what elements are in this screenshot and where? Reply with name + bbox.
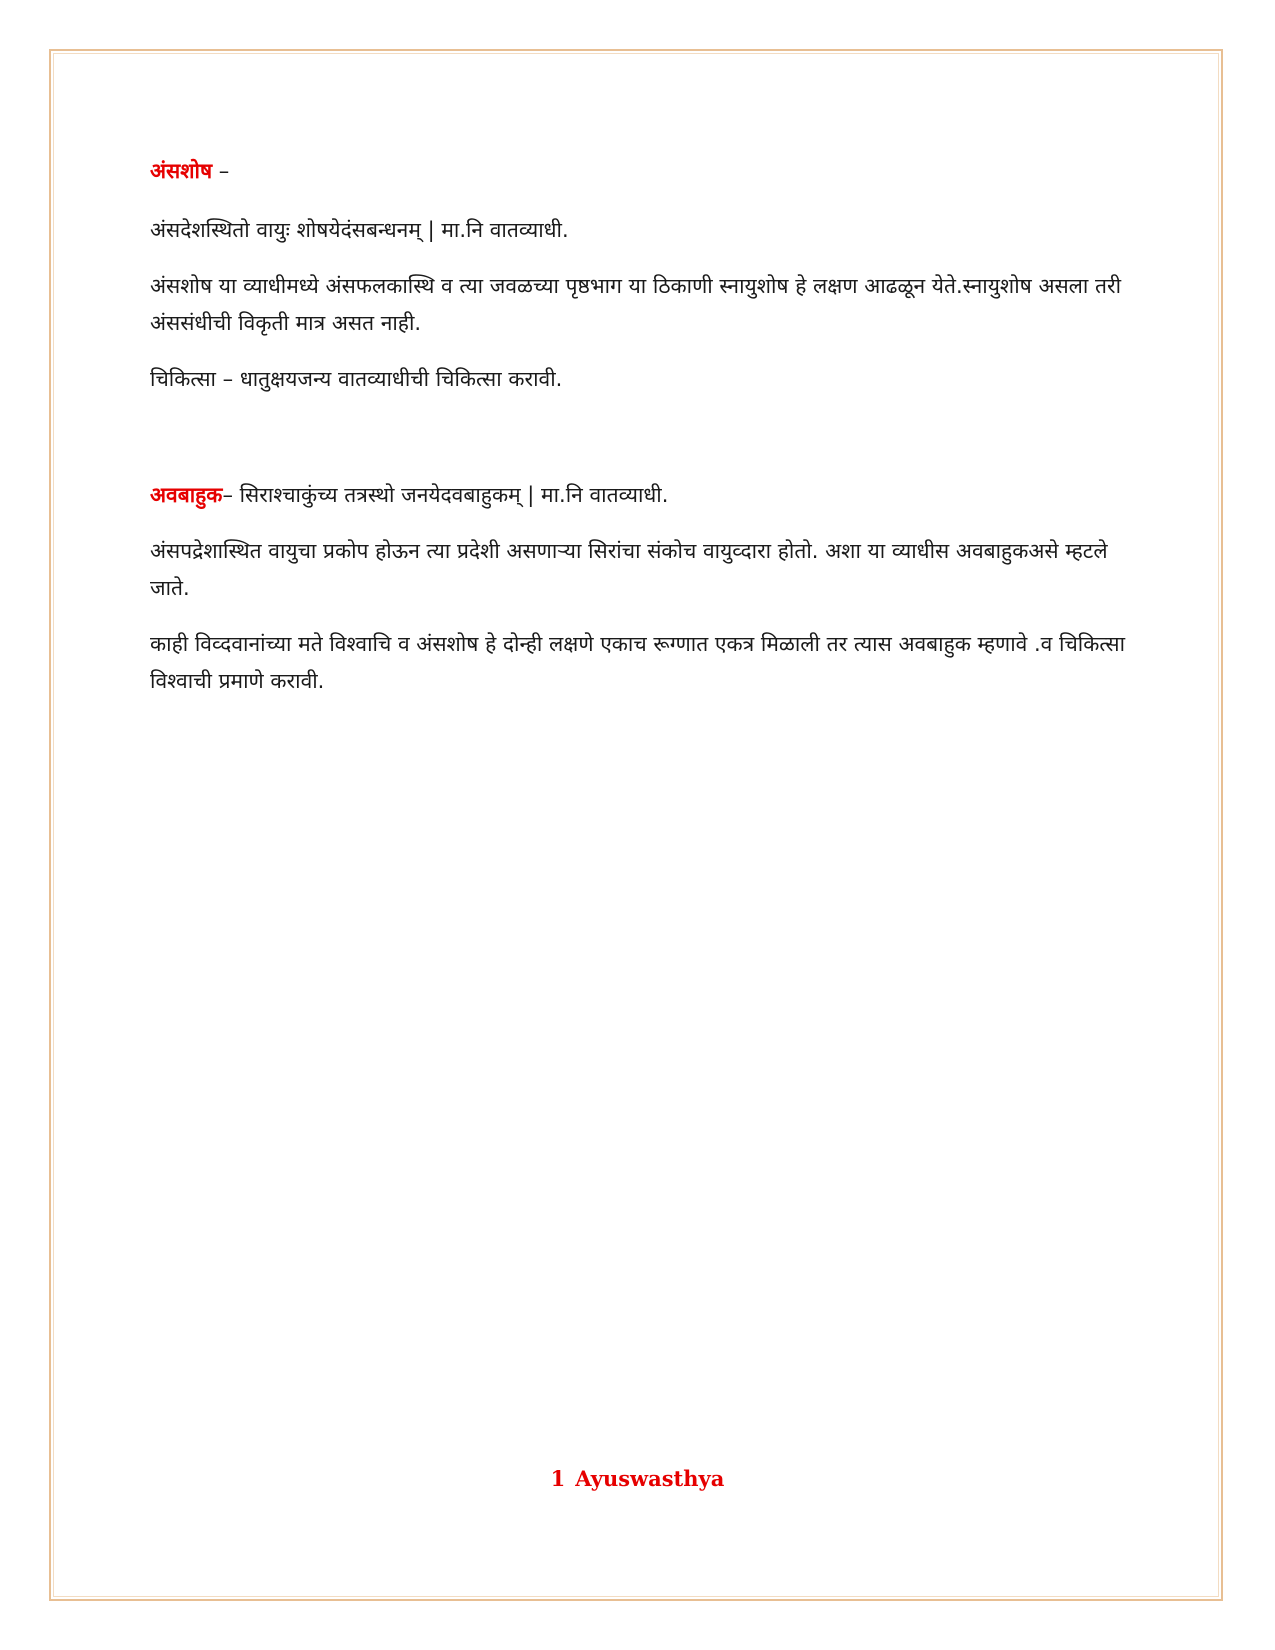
description-avabahuka: अंसपद्रेशास्थित वायुचा प्रकोप होऊन त्या प्रदेशी असणाऱ्या सिरांचा संकोच वायुव्दारा होतो. अशा या व्याधीस अवबाहुकअसे म्हटले जाते. xyxy=(150,539,1108,600)
heading-avabahuka: अवबाहुक xyxy=(150,483,223,507)
heading-dash: – xyxy=(212,159,230,183)
section-amsashosha xyxy=(150,155,1140,398)
description-amsashosha: अंसशोष या व्याधीमध्ये अंसफलकास्थि व त्या जवळच्या पृष्ठभाग या ठिकाणी स्नायुशोष हे लक्षण आढळून येते.स्नायुशोष असला तरी अंससंधीची विकृती मात्र असत नाही. xyxy=(150,274,1122,335)
document-body xyxy=(150,155,1140,700)
section-heading xyxy=(150,155,1140,187)
page-footer xyxy=(0,1466,1275,1491)
section-heading-verse xyxy=(150,477,1140,514)
verse-avabahuka: – सिराश्चाकुंच्य तत्रस्थो जनयेदवबाहुकम् | मा.नि वातव्याधी. xyxy=(222,483,669,507)
section-avabahuka xyxy=(150,477,1140,700)
heading-amsashosha: अंसशोष xyxy=(150,159,213,183)
page-number: 1 xyxy=(550,1466,566,1491)
treatment-amsashosha: चिकित्सा – धातुक्षयजन्य वातव्याधीची चिकित्सा करावी. xyxy=(150,367,563,391)
opinion-avabahuka: काही विव्दवानांच्या मते विश्वाचि व अंसशोष हे दोन्ही लक्षणे एकाच रूग्णात एकत्र मिळाली तर त्यास अवबाहुक म्हणावे .व चिकित्सा विश्वाची प्रमाणे करावी. xyxy=(150,632,1126,693)
verse-amsashosha: अंसदेशस्थितो वायुः शोषयेदंसबन्धनम् | मा.नि वातव्याधी. xyxy=(150,218,569,242)
footer-brand: Ayuswasthya xyxy=(575,1466,725,1491)
